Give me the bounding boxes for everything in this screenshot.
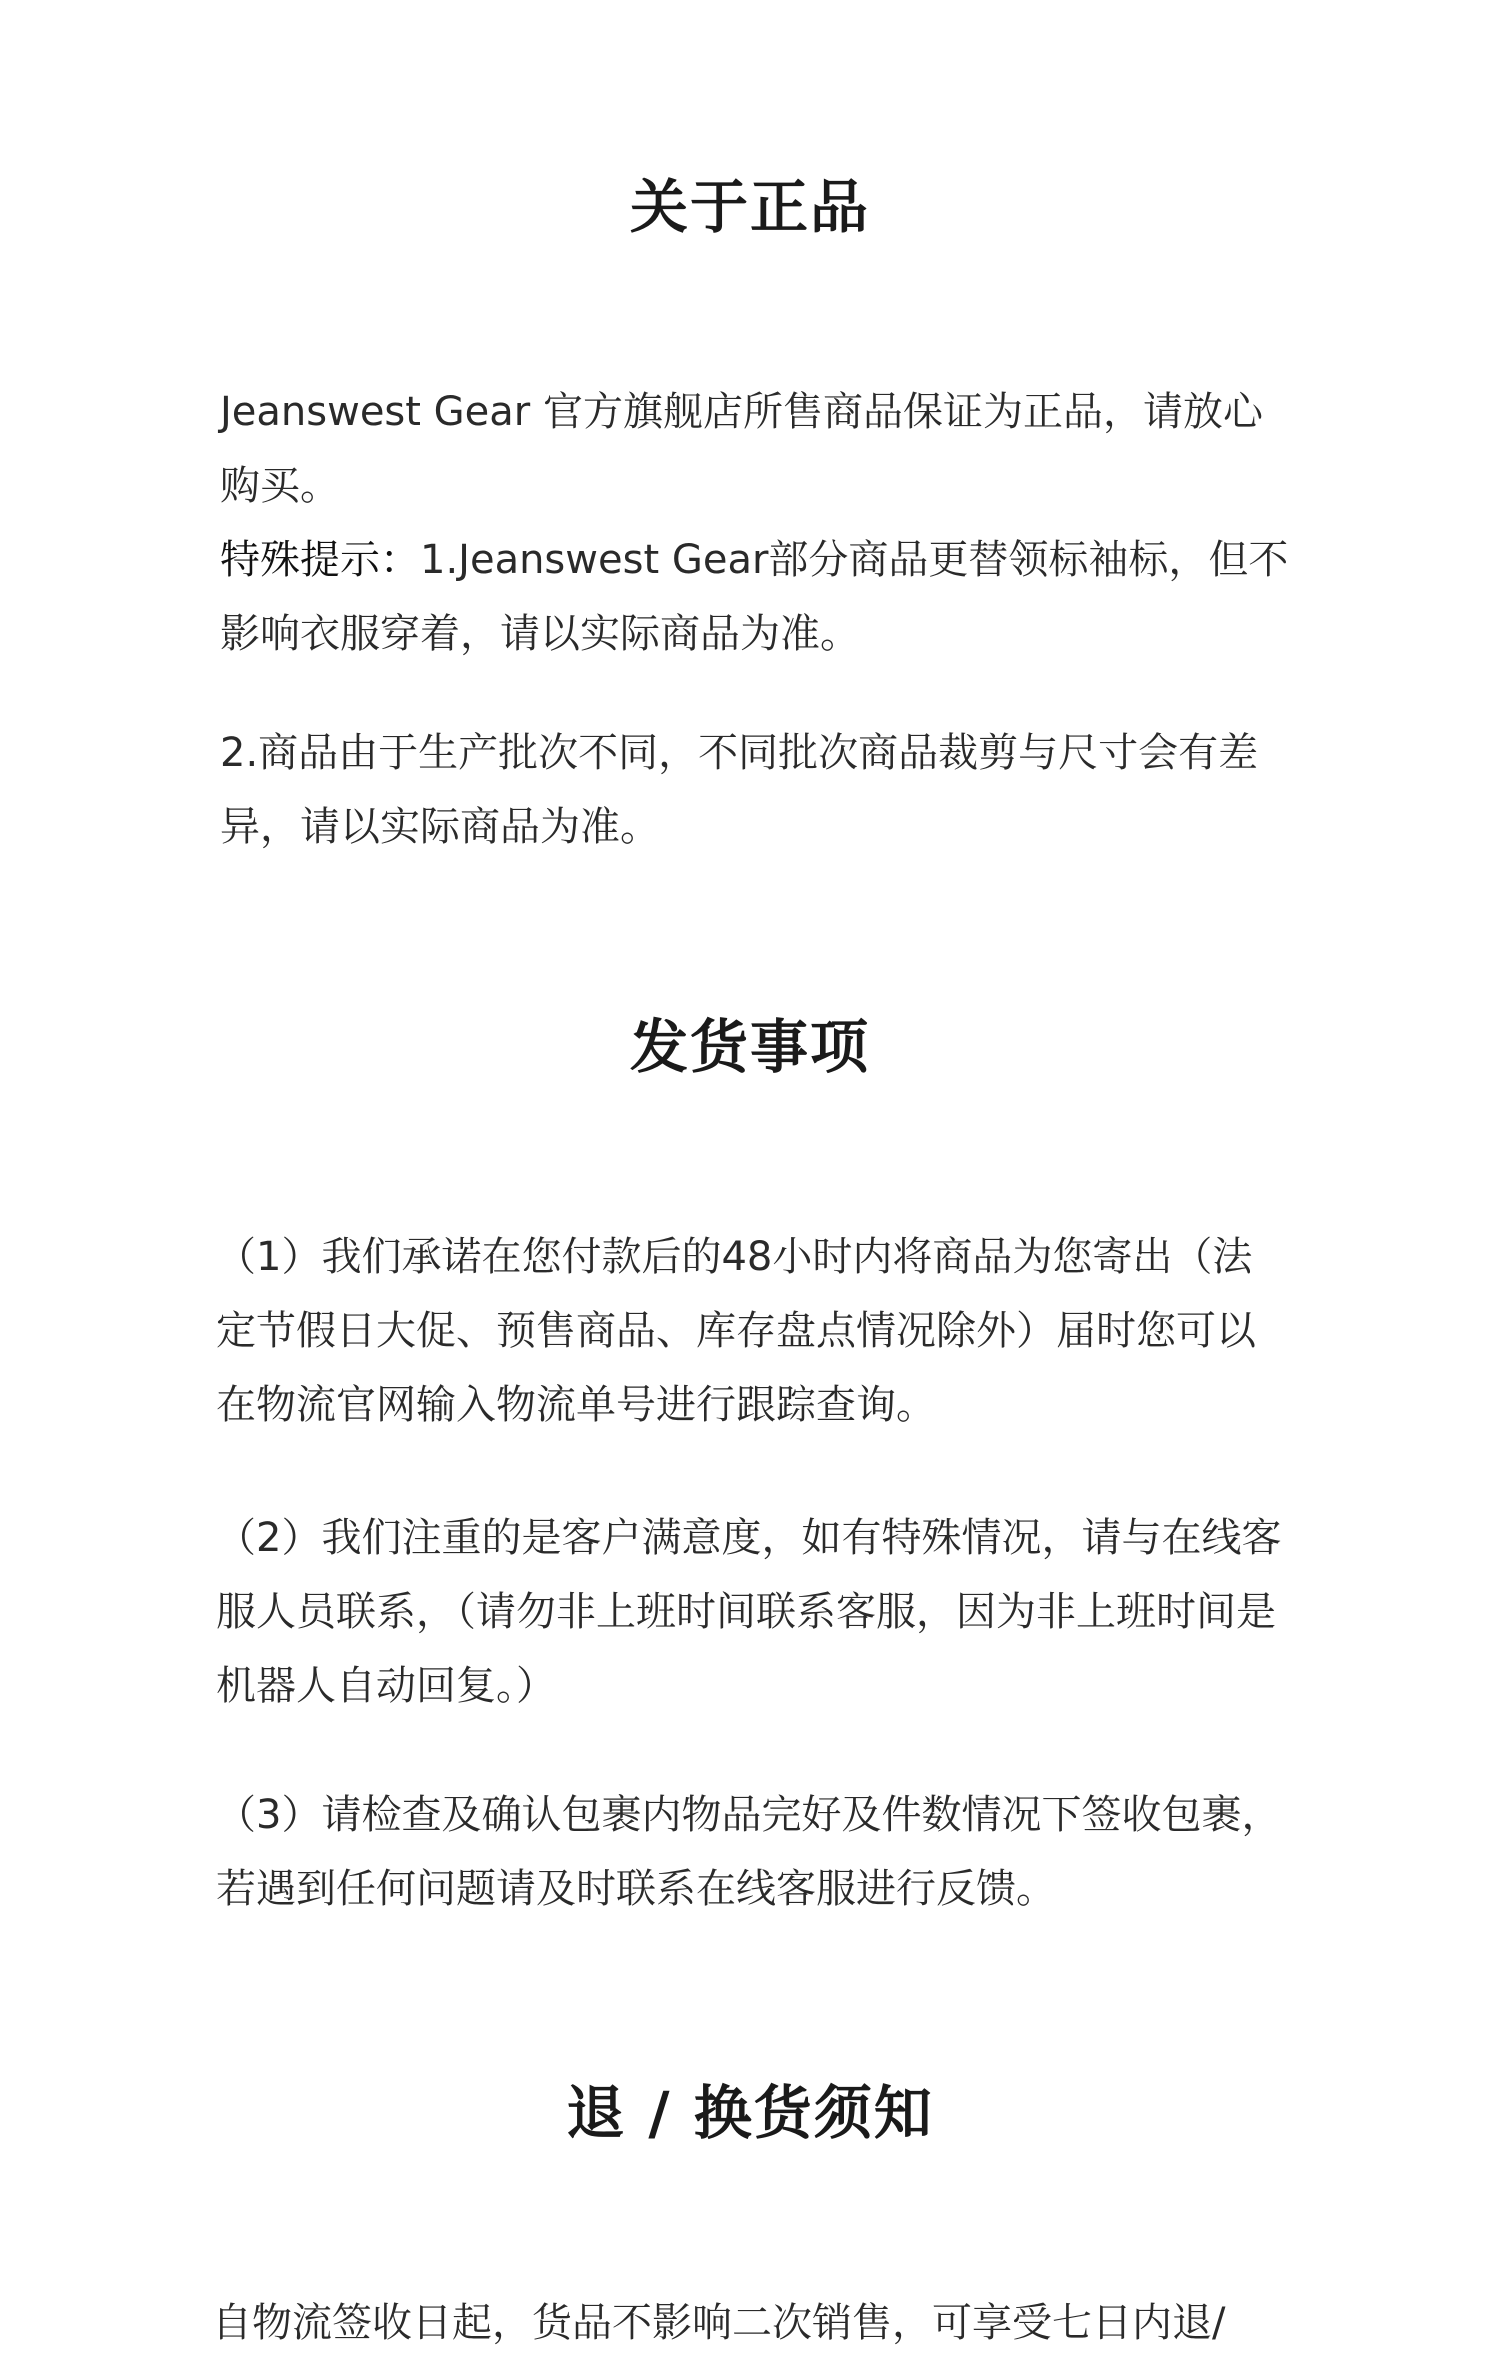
shipping-item-2: （2）我们注重的是客户满意度，如有特殊情况，请与在线客服人员联系，（请勿非上班时间联系客服，因为非上班时间是机器人自动回复。） [216,1515,1282,1709]
special-hint-1 [220,523,1290,671]
special-hint-2: 2.商品由于生产批次不同，不同批次商品裁剪与尺寸会有差异，请以实际商品为准。 [220,730,1259,850]
shipping-item-1: （1）我们承诺在您付款后的48小时内将商品为您寄出（法定节假日大促、预售商品、库存盘点情况除外）届时您可以在物流官网输入物流单号进行跟踪查询。 [216,1234,1256,1428]
section-title-authentic: 关于正品 [629,173,870,241]
special-hint-1-text: 1.Jeanswest Gear部分商品更替领标袖标，但不影响衣服穿着，请以实际商品为准。 [220,537,1289,657]
returns-text: 自物流签收日起，货品不影响二次销售，可享受七日内退/ [212,2300,1226,2346]
shipping-item-3: （3）请检查及确认包裹内物品完好及件数情况下签收包裹，若遇到任何问题请及时联系在线客服进行反馈。 [216,1792,1282,1912]
section-title-returns: 退 / 换货须知 [566,2079,934,2147]
authentic-statement: Jeanswest Gear 官方旗舰店所售商品保证为正品，请放心购买。 [220,389,1263,509]
special-hint-label: 特殊提示： [220,537,420,583]
section-title-shipping: 发货事项 [629,1013,870,1081]
